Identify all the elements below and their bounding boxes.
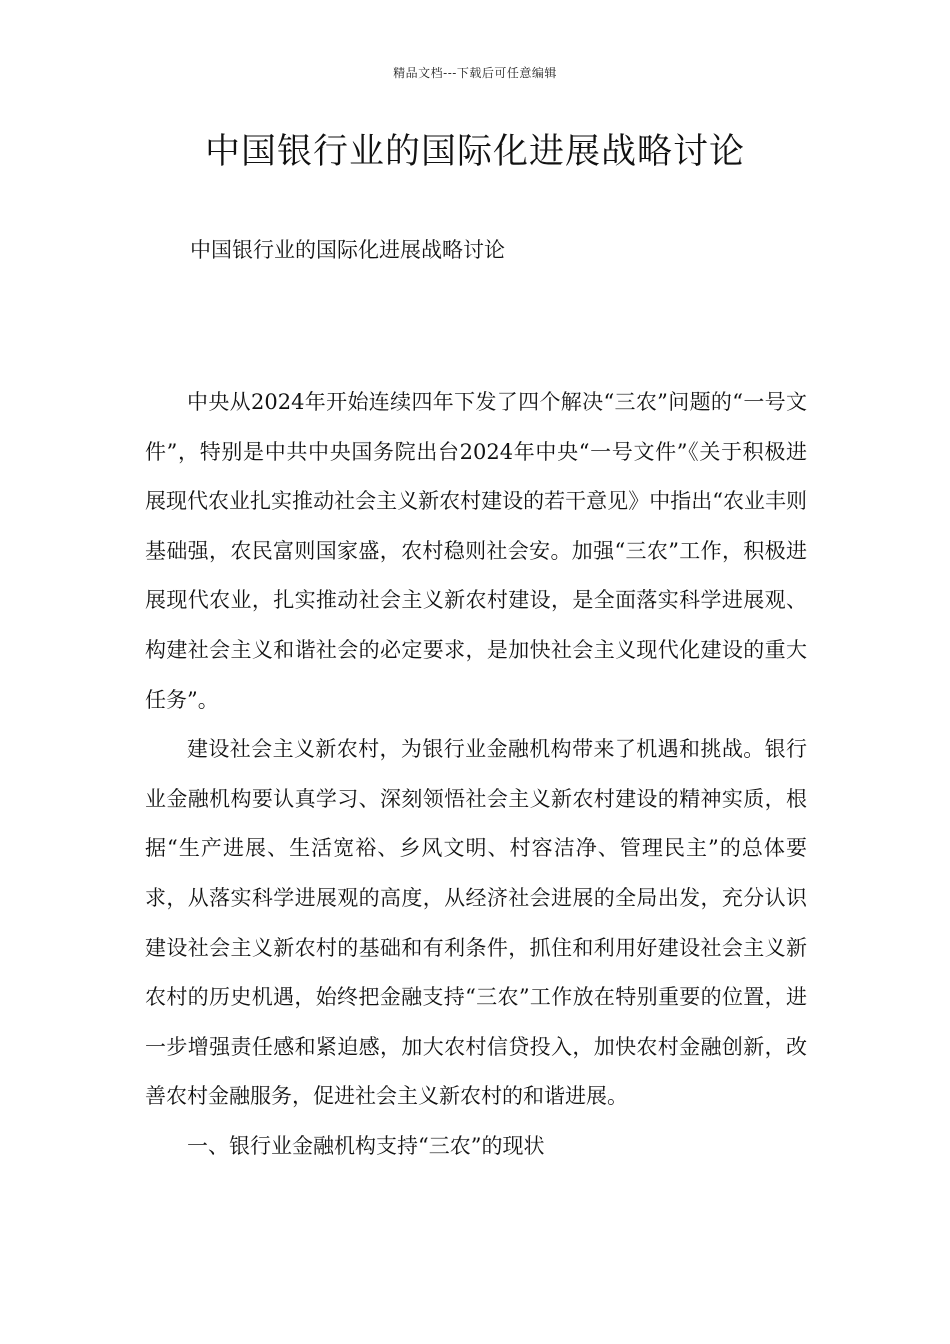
paragraph: 建设社会主义新农村，为银行业金融机构带来了机遇和挑战。银行业金融机构要认真学习、深刻领悟社会主义新农村建设的精神实质，根据“生产进展、生活宽裕、乡风文明、村容洁净、管理民主”的总体要求，从落实科学进展观的高度，从经济社会进展的全局出发，充分认识建设社会主义新农村的基础和有利条件，抓住和利用好建设社会主义新农村的历史机遇，始终把金融支持“三农”工作放在特别重要的位置，进一步增强责任感和紧迫感，加大农村信贷投入，加快农村金融创新，改善农村金融服务，促进社会主义新农村的和谐进展。: [145, 737, 807, 1109]
document-subtitle: 中国银行业的国际化进展战略讨论: [190, 238, 505, 262]
header-note: 精品文档---下载后可任意编辑: [393, 66, 557, 80]
document-title: 中国银行业的国际化进展战略讨论: [204, 132, 745, 172]
document-body: [145, 378, 807, 1172]
section-heading: 一、银行业金融机构支持“三农”的现状: [187, 1133, 545, 1158]
paragraph: 中央从2024年开始连续四年下发了四个解决“三农”问题的“一号文件”，特别是中共中央国务院出台2024年中央“一号文件”《关于积极进展现代农业扎实推动社会主义新农村建设的若干意见》中指出“农业丰则基础强，农民富则国家盛，农村稳则社会安。加强“三农”工作，积极进展现代农业，扎实推动社会主义新农村建设，是全面落实科学进展观、构建社会主义和谐社会的必定要求，是加快社会主义现代化建设的重大任务”。: [145, 390, 807, 712]
